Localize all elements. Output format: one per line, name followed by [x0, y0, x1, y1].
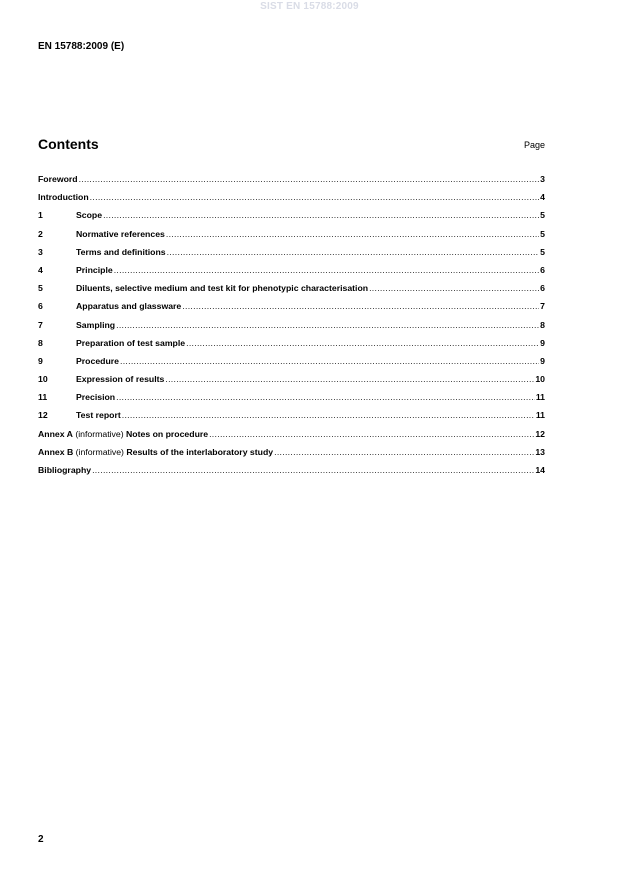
toc-leader-dots: [92, 465, 534, 475]
toc-entry-page: 7: [540, 301, 545, 312]
toc-entry-title: [76, 210, 102, 220]
toc-entry-page: 8: [540, 319, 545, 330]
toc-entry-page: 5: [540, 228, 545, 239]
toc-entry-page: 5: [540, 246, 545, 257]
toc-entry-number: 11: [38, 392, 48, 403]
toc-entry-title-text: Foreword: [38, 174, 78, 184]
toc-entry-title-text: Sampling: [76, 319, 116, 330]
toc-leader-dots: [90, 192, 539, 202]
toc-entry-title: [76, 356, 119, 366]
table-of-contents: [38, 174, 545, 483]
toc-entry-title-text: Diluents, selective medium and test kit for phenotypic characterisation: [76, 283, 369, 294]
toc-entry[interactable]: [38, 356, 545, 374]
toc-entry-title: [76, 374, 164, 384]
toc-entry[interactable]: [38, 374, 545, 392]
toc-entry[interactable]: [38, 447, 545, 465]
toc-entry-title-text: Procedure: [76, 355, 119, 366]
toc-entry-page: 11: [535, 410, 545, 421]
toc-entry-title-text: Normative references: [76, 228, 165, 239]
toc-entry-title-text: Principle: [76, 264, 113, 275]
toc-entry-page: 11: [535, 392, 545, 403]
toc-leader-dots: [167, 247, 540, 257]
document-id: EN 15788:2009 (E): [38, 41, 125, 52]
toc-entry-number: 2: [38, 228, 43, 239]
toc-leader-dots: [274, 447, 534, 457]
toc-entry-title: [76, 283, 368, 293]
toc-entry-title: [76, 410, 121, 420]
toc-entry[interactable]: [38, 301, 545, 319]
toc-entry-page: 4: [540, 192, 545, 203]
toc-entry-number: 4: [38, 264, 43, 275]
toc-entry-page: 10: [535, 374, 545, 385]
toc-entry-number: 7: [38, 319, 43, 330]
toc-leader-dots: [103, 210, 539, 220]
toc-entry-title-text: Expression of results: [76, 374, 165, 385]
toc-leader-dots: [114, 265, 539, 275]
toc-entry-note: (informative): [72, 428, 127, 439]
toc-leader-dots: [79, 174, 540, 184]
toc-entry-number: 6: [38, 301, 43, 312]
toc-entry-page: 6: [540, 264, 545, 275]
toc-entry-title-text: Test report: [76, 410, 121, 421]
toc-entry-title-text: Notes on procedure: [126, 428, 209, 439]
toc-entry[interactable]: [38, 174, 545, 192]
toc-leader-dots: [186, 338, 539, 348]
toc-entry[interactable]: [38, 392, 545, 410]
toc-entry-title: [38, 447, 273, 457]
toc-entry-number: 5: [38, 283, 43, 294]
toc-entry-title: [76, 265, 113, 275]
toc-entry-number: 8: [38, 337, 43, 348]
toc-entry-title-text: Preparation of test sample: [76, 337, 186, 348]
toc-entry-title-text: Apparatus and glassware: [76, 301, 182, 312]
toc-entry-title: [76, 338, 185, 348]
toc-entry-title: [38, 192, 89, 202]
toc-leader-dots: [122, 410, 535, 420]
toc-entry[interactable]: [38, 229, 545, 247]
toc-leader-dots: [116, 392, 535, 402]
toc-entry-page: 6: [540, 283, 545, 294]
toc-entry-title: [76, 301, 181, 311]
toc-entry-page: 13: [535, 446, 545, 457]
toc-entry[interactable]: [38, 338, 545, 356]
toc-entry-page: 5: [540, 210, 545, 221]
toc-entry-title: [76, 229, 165, 239]
toc-entry[interactable]: [38, 410, 545, 428]
toc-entry[interactable]: [38, 247, 545, 265]
toc-entry-number: 9: [38, 355, 43, 366]
toc-entry-title: [76, 247, 166, 257]
toc-entry-title-text: Terms and definitions: [76, 246, 166, 257]
toc-entry-title-text: Introduction: [38, 192, 89, 203]
toc-entry-title: [38, 465, 91, 475]
toc-entry-title-text: Annex B: [38, 446, 74, 457]
toc-leader-dots: [209, 429, 534, 439]
toc-entry[interactable]: [38, 320, 545, 338]
toc-entry-title: [38, 429, 208, 439]
toc-entry[interactable]: [38, 265, 545, 283]
toc-leader-dots: [165, 374, 534, 384]
toc-leader-dots: [166, 229, 539, 239]
toc-entry-number: 3: [38, 246, 43, 257]
watermark: SIST EN 15788:2009: [260, 1, 359, 12]
toc-entry-number: 1: [38, 210, 43, 221]
toc-entry-title: [38, 174, 78, 184]
toc-entry-page: 12: [535, 428, 545, 439]
toc-entry[interactable]: [38, 465, 545, 483]
toc-entry-title: [76, 320, 115, 330]
toc-leader-dots: [182, 301, 539, 311]
toc-entry-page: 3: [540, 174, 545, 184]
toc-leader-dots: [116, 320, 539, 330]
toc-entry-title-text: Precision: [76, 392, 116, 403]
toc-entry[interactable]: [38, 210, 545, 228]
toc-entry-title-text: Results of the interlaboratory study: [126, 446, 274, 457]
toc-entry-page: 9: [540, 337, 545, 348]
toc-entry-number: 12: [38, 410, 48, 421]
contents-heading: Contents: [38, 136, 99, 152]
toc-leader-dots: [120, 356, 539, 366]
toc-entry-number: 10: [38, 374, 48, 385]
toc-entry-title-text: Scope: [76, 210, 103, 221]
toc-entry-page: 14: [535, 465, 545, 475]
toc-entry-note: (informative): [73, 446, 127, 457]
page-column-label: Page: [523, 140, 545, 150]
toc-entry-title-text: Bibliography: [38, 465, 92, 475]
toc-leader-dots: [369, 283, 539, 293]
toc-entry-title-text: Annex A: [38, 428, 73, 439]
toc-entry[interactable]: [38, 283, 545, 301]
toc-entry[interactable]: [38, 429, 545, 447]
toc-entry-page: 9: [540, 355, 545, 366]
toc-entry[interactable]: [38, 192, 545, 210]
toc-entry-title: [76, 392, 115, 402]
page-number: 2: [38, 834, 44, 845]
